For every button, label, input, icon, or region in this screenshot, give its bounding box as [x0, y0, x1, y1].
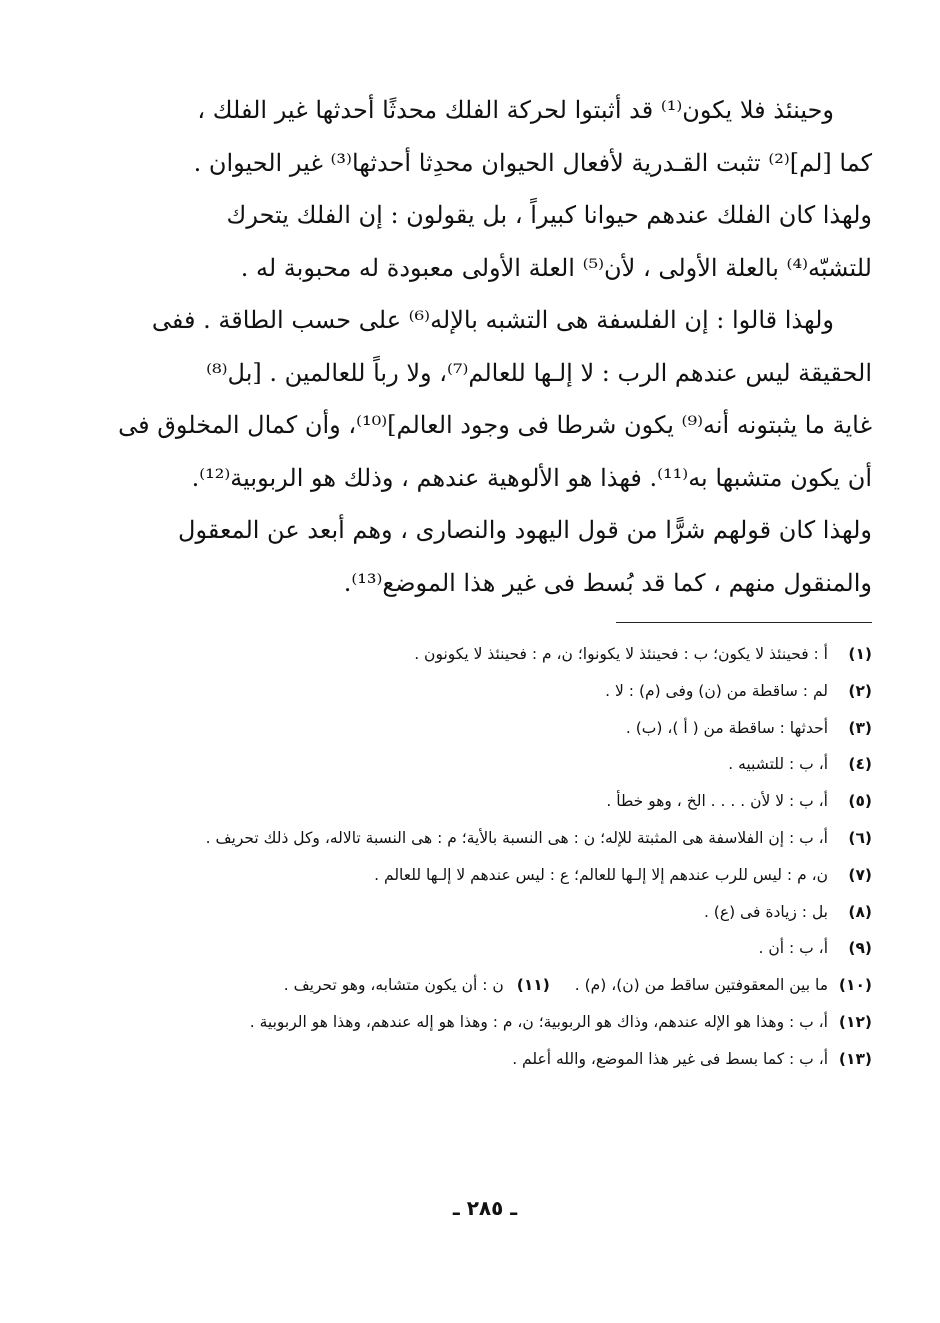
footnote — [166, 673, 872, 710]
footnote-text: لم : ساقطة من (ن) وفى (م) : لا . — [605, 681, 828, 700]
text-line: ولهذا كان الفلك عندهم حيوانا كبيراً ، بل يقولون : إن الفلك يتحرك — [226, 201, 872, 229]
footnote-text-part: ن : أن يكون متشابه، وهو تحريف . — [283, 976, 504, 995]
footnote-text: أ، ب : إن الفلاسفة هى المثبتة للإله؛ ن : هى النسبة بالأية؛ م : هى النسبة تالاله، وكل ذلك تحريف . — [205, 828, 828, 847]
text-line: ولهذا كان قولهم شرًّا من قول اليهود والنصارى ، وهم أبعد عن المعقول — [178, 516, 872, 544]
footnote-separator — [616, 622, 872, 623]
footnote — [166, 894, 872, 931]
text-line: والمنقول منهم ، كما قد بُسط فى غير هذا الموضع⁽¹³⁾. — [343, 568, 872, 597]
footnote-text: أ، ب : أن . — [758, 939, 828, 958]
footnote — [166, 746, 872, 783]
footnote — [166, 636, 872, 673]
footnote-number: (٩) — [848, 939, 872, 958]
footnote-number: (١٣) — [838, 1049, 872, 1068]
footnote-text: أحدثها : ساقطة من ( أ )، (ب) . — [625, 718, 828, 737]
footnote-text: أ، ب : لا لأن . . . . الخ ، وهو خطأ . — [606, 792, 828, 811]
footnote-number: (٦) — [848, 828, 872, 847]
footnote-text-part: ما بين المعقوفتين ساقط من (ن)، (م) . — [574, 976, 828, 995]
footnote — [166, 1041, 872, 1078]
text-line: الحقيقة ليس عندهم الرب : لا إلـها للعالم⁽⁷⁾، ولا رباً للعالمين . [بل⁽⁸⁾ — [206, 358, 872, 387]
footnote-number: (٣) — [848, 718, 872, 737]
text-line: وحينئذ فلا يكون⁽¹⁾ قد أثبتوا لحركة الفلك محدثًا أحدثها غير الفلك ، — [197, 96, 834, 124]
text-line: للتشبّه⁽⁴⁾ بالعلة الأولى ، لأن⁽⁵⁾ العلة الأولى معبودة له محبوبة له . — [240, 253, 872, 282]
footnote-text — [166, 967, 828, 1004]
footnote-text: أ : فحينئذ لا يكون؛ ب : فحينئذ لا يكونوا؛ ن، م : فحينئذ لا يكونون . — [414, 645, 828, 663]
footnote-number-inline: (١١) — [516, 976, 550, 995]
footnote — [166, 710, 872, 747]
footnote-text: أ، ب : للتشبيه . — [728, 755, 828, 774]
footnote-number: (٢) — [848, 681, 872, 700]
footnote — [166, 1004, 872, 1041]
footnote-number: (١) — [848, 645, 872, 663]
footnote-number: (١٠) — [838, 976, 872, 995]
text-line: كما [لم]⁽²⁾ تثبت القـدرية لأفعال الحيوان محدِثا أحدثها⁽³⁾ غير الحيوان . — [193, 148, 872, 177]
footnote — [166, 857, 872, 894]
footnote — [166, 820, 872, 857]
footnote-number: (٤) — [848, 755, 872, 774]
text-line: أن يكون متشبها به⁽¹¹⁾. فهذا هو الألوهية عندهم ، وذلك هو الربوبية⁽¹²⁾. — [191, 463, 872, 492]
footnote-number: (١٢) — [838, 1012, 872, 1031]
text-line: غاية ما يثبتونه أنه⁽⁹⁾ يكون شرطا فى وجود العالم]⁽¹⁰⁾، وأن كمال المخلوق فى — [118, 411, 872, 439]
footnote — [166, 783, 872, 820]
footnote — [166, 930, 872, 967]
footnote-text: بل : زيادة فى (ع) . — [703, 902, 828, 921]
text-line: ولهذا قالوا : إن الفلسفة هى التشبه بالإله⁽⁶⁾ على حسب الطاقة . ففى — [151, 306, 834, 334]
footnote-text: أ، ب : وهذا هو الإله عندهم، وذاك هو الربوبية؛ ن، م : وهذا هو إله عندهم، وهذا هو الربوبية . — [249, 1012, 828, 1031]
footnote-number: (٥) — [848, 792, 872, 811]
footnote-text: أ، ب : كما بسط فى غير هذا الموضع، والله أعلم . — [512, 1049, 828, 1068]
footnote-text: ن، م : ليس للرب عندهم إلا إلـها للعالم؛ ع : ليس عندهم لا إلـها للعالم . — [374, 865, 828, 884]
page-number: ـ ٢٨٥ ـ — [452, 1196, 518, 1220]
footnote — [166, 967, 872, 1004]
main-text-body — [118, 84, 872, 609]
footnotes-section — [166, 636, 872, 1078]
footnote-number: (٨) — [848, 902, 872, 921]
footnote-number: (٧) — [848, 865, 872, 884]
